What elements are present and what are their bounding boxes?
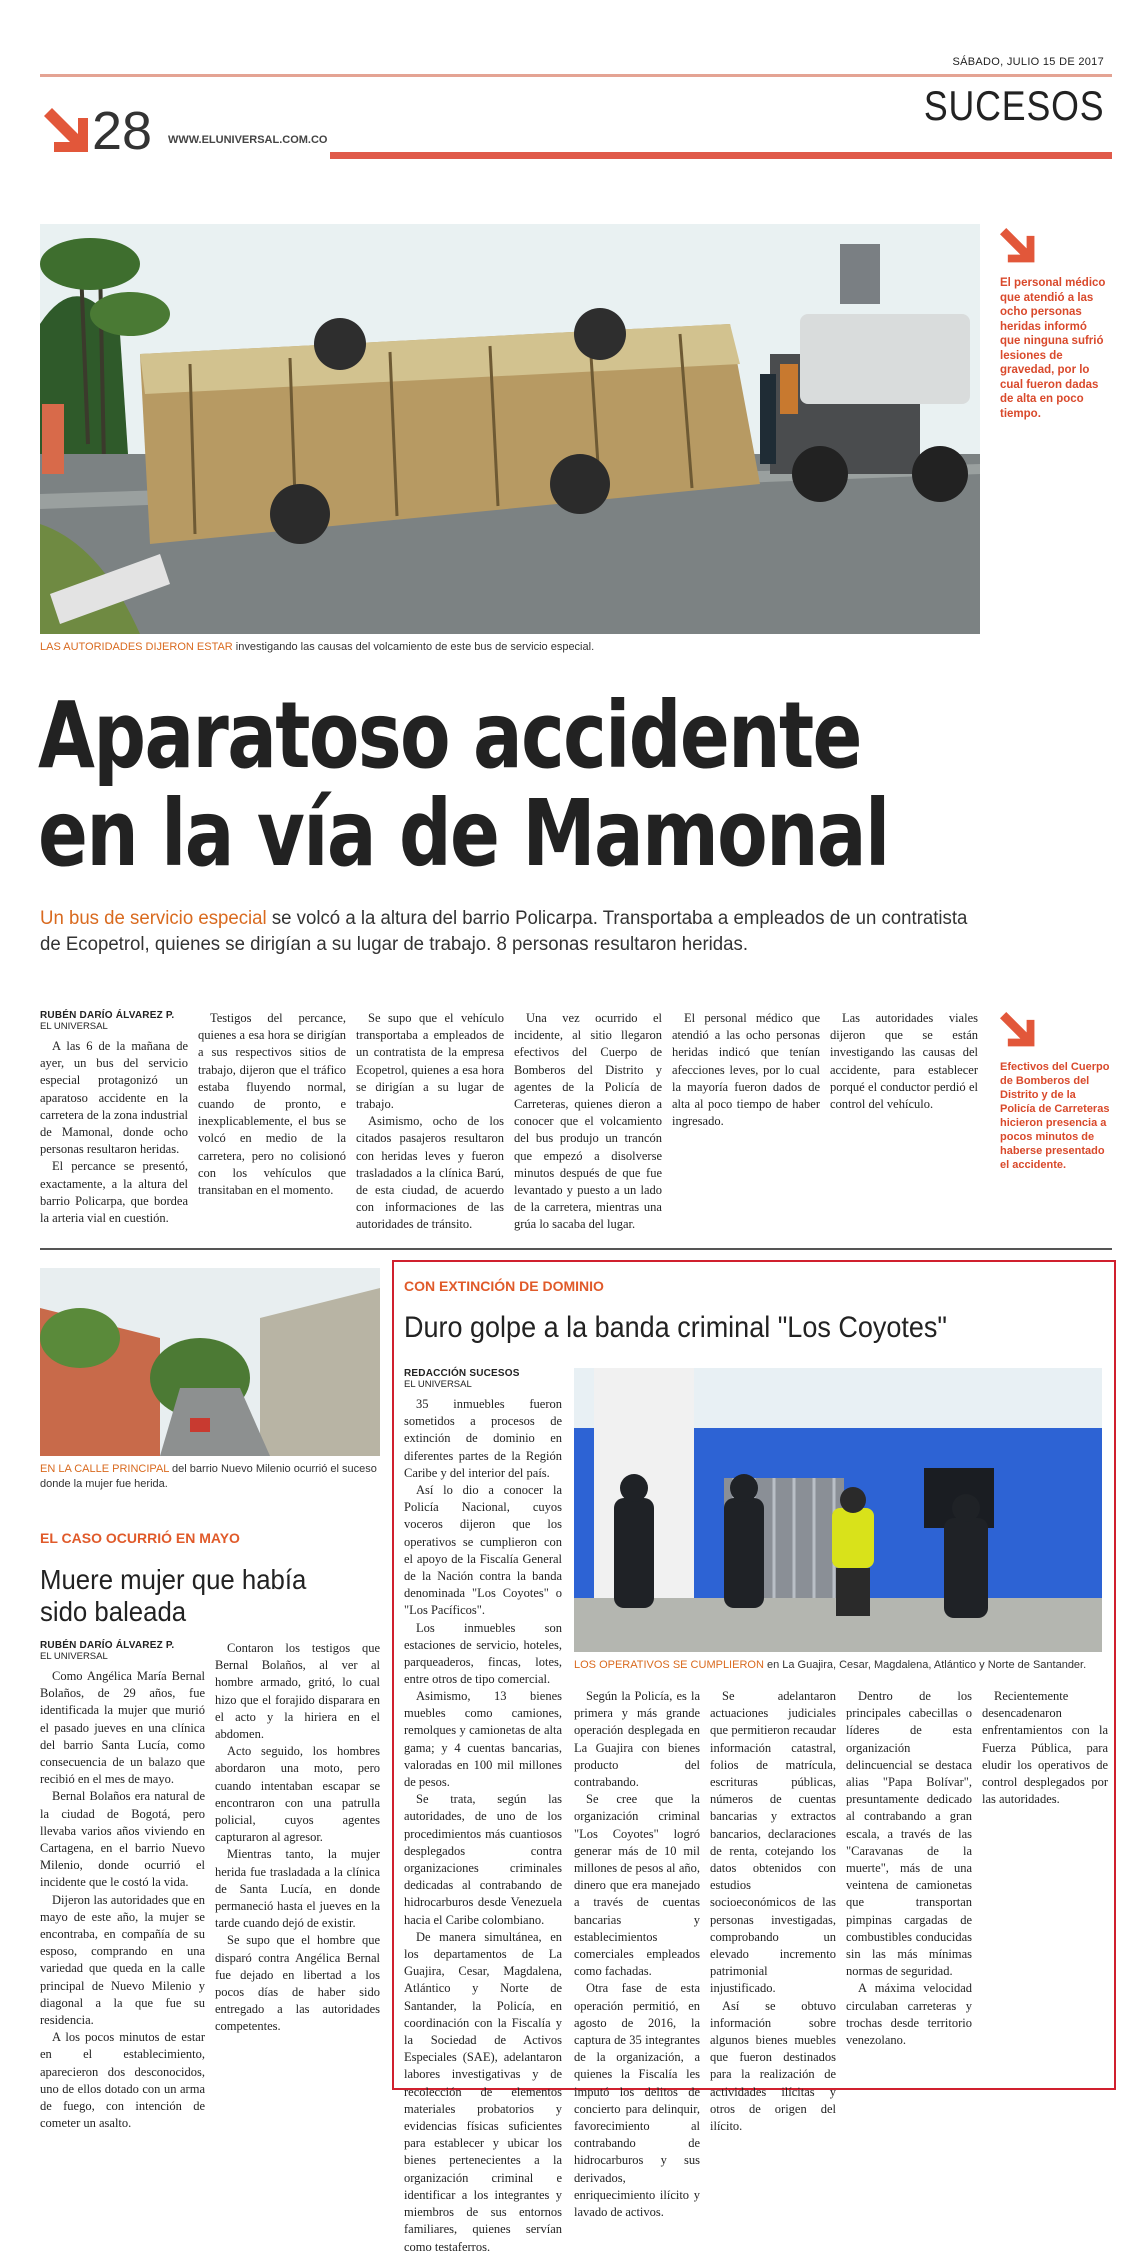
byline-org: EL UNIVERSAL [404, 1379, 472, 1390]
paragraph: De manera simultánea, en los departamentos de La Guajira, Cesar, Magdalena, Atlántico y Norte de Santander, la Policía, en coordinación con la Fiscalía y la Sociedad de Activos Especiales (SAE), adelantaron labores investigativas y de recolección de elementos materiales probatorios y evidencias físicas suficientes para establecer y ubicar los bienes pertenecientes a la organización criminal e identificar a los integrantes y miembros de sus entornos familiares, quienes servían como testaferros. [404, 1929, 562, 2254]
paragraph: Testigos del percance, quienes a esa hora se dirigían a sus respectivos sitios de trabajo, dijeron que el tráfico estaba fluyendo normal, cuando de pronto, e inexplicablemente, el bus se volcó en medio de la carretera, pero no colisionó con los vehículos que transitaban en el momento. [198, 1011, 346, 1198]
paragraph: Dentro de los principales cabecillas o líderes de esta organización delincuencial se destaca alias "Papa Bolívar", presuntamente dedicado al contrabando a gran escala, a través de las "Caravanas de la muerte", más de una veintena de camionetas que transportan pimpinas cargadas de combustibles conducidas sin las más mínimas normas de seguridad. [846, 1689, 972, 1979]
paragraph: Se supo que el vehículo transportaba a empleados de un contratista de la empresa Ecopetrol, quienes a esa hora se dirigían a su lugar de trabajo. [356, 1011, 504, 1112]
caption-highlight: LOS OPERATIVOS SE CUMPLIERON [574, 1659, 764, 1671]
story3-col-1 [404, 1688, 562, 2256]
paragraph: Según la Policía, es la primera y más grande operación desplegada en La Guajira con bienes producto del contrabando. [574, 1689, 700, 1790]
paragraph: Se cree que la organización criminal "Los Coyotes" logró generar más de 10 mil millones de pesos al año, dinero que era manejado a través de cuentas bancarias y establecimientos comerciales empleados como fachadas. [574, 1792, 700, 1979]
story3-headline: Duro golpe a la banda criminal "Los Coyotes" [404, 1311, 947, 1344]
story2-col-2 [215, 1640, 380, 2036]
paragraph: Los inmuebles son estaciones de servicio, hoteles, parqueaderos, fincas, lotes, entre otros de tipo comercial. [404, 1620, 562, 1687]
paragraph: El percance se presentó, exactamente, a la altura del barrio Policarpa, que bordea la arteria vial en cuestión. [40, 1159, 188, 1226]
paragraph: Otra fase de esta operación permitió, en agosto de 2016, la captura de 35 integrantes de la organización, a quienes la Fiscalía les imputó los delitos de concierto para delinquir, favorecimiento al contrabando de hidrocarburos y sus derivados, enriquecimiento ilícito y lavado de activos. [574, 1981, 700, 2220]
lead-highlight: Un bus de servicio especial [40, 908, 267, 929]
paragraph: A máxima velocidad circulaban carreteras y trochas desde territorio venezolano. [846, 1981, 972, 2048]
byline-org: EL UNIVERSAL [40, 1021, 108, 1032]
header-top-rule [40, 74, 1112, 77]
section-divider [40, 1248, 1112, 1250]
caption-highlight: EN LA CALLE PRINCIPAL [40, 1463, 169, 1475]
story2-kicker: EL CASO OCURRIÓ EN MAYO [40, 1530, 240, 1546]
story3-col-3 [710, 1688, 836, 2135]
story3-col-4 [846, 1688, 972, 2049]
police-photo-caption [574, 1658, 1102, 1673]
page-number: 28 [92, 101, 153, 161]
paragraph: A los pocos minutos de estar en el establecimiento, aparecieron dos desconocidos, uno de ellos dotado con un arma de fuego, con intención de cometer un asalto. [40, 2030, 205, 2131]
main-headline-line2: en la vía de Mamonal [38, 780, 889, 887]
paragraph: A las 6 de la mañana de ayer, un bus del servicio especial protagonizó un aparatoso accidente en la carretera de la zona industrial de Mamonal, donde ocho personas resultaron heridas. [40, 1039, 188, 1157]
main-col-4 [514, 1010, 662, 1234]
paragraph: Se adelantaron actuaciones judiciales que permitieron recaudar información catastral, folios de matrícula, escrituras públicas, números de cuentas bancarias y extractos bancarios, declaraciones de renta, cotejando los datos obtenidos con estudios socioeconómicos de las personas investigadas, comprobando un elevado incremento patrimonial injustificado. [710, 1689, 836, 1996]
paragraph: Dijeron las autoridades que en mayo de este año, la mujer se encontraba, en compañía de su esposo, comprando en una variedad que queda en la calle principal de Nuevo Milenio y diagonal a la que fue su residencia. [40, 1892, 205, 2028]
arrow-icon [44, 108, 90, 154]
story3-col-5 [982, 1688, 1108, 1808]
main-lead [40, 906, 971, 958]
story3-kicker: CON EXTINCIÓN DE DOMINIO [404, 1278, 604, 1294]
paragraph: Las autoridades viales dijeron que se están investigando las causas del accidente, para establecer porqué el conductor perdió el control del vehículo. [830, 1011, 978, 1112]
paragraph: Una vez ocurrido el incidente, al sitio llegaron efectivos del Cuerpo de Bomberos del Distrito y agentes de la Policía de Carreteras, quienes dieron a conocer que el volcamiento del bus produjo un trancón que empezó a disolverse minutos después de que fue levantado y puesto a un lado de la carretera, mientras una grúa lo sacaba del lugar. [514, 1011, 662, 1232]
main-col-6 [830, 1010, 978, 1113]
paragraph: Así lo dio a conocer la Policía Nacional, cuyos voceros dijeron que los operativos se cumplieron con el apoyo de la Fiscalía General de la Nación contra la banda denominada "Los Coyotes" o "Los Pacíficos". [404, 1483, 562, 1618]
caption-text: en La Guajira, Cesar, Magdalena, Atlántico y Norte de Santander. [763, 1659, 1087, 1671]
main-col-5 [672, 1010, 820, 1130]
paragraph: Asimismo, ocho de los citados pasajeros resultaron con heridas leves y fueron trasladados a la clínica Barú, de esta ciudad, de acuerdo con informaciones de las autoridades de tránsito. [356, 1114, 504, 1232]
street-photo-caption [40, 1462, 380, 1492]
police-photo [574, 1368, 1102, 1652]
main-col-1 [40, 1010, 188, 1227]
main-headline-line1: Aparatoso accidente [38, 682, 861, 789]
byline: REDACCIÓN SUCESOS [404, 1368, 520, 1379]
caption-text: del barrio Nuevo Milenio ocurrió el suceso donde la mujer fue herida. [40, 1463, 377, 1490]
side-note-medical: El personal médico que atendió a las ocho personas heridas informó que ninguna sufrió lesiones de gravedad, por lo cual fueron dadas de alta en poco tiempo. [1000, 277, 1106, 420]
side-note-firefighters: Efectivos del Cuerpo de Bomberos del Distrito y de la Policía de Carreteras hicieron presencia a pocos minutos de haberse presentado el accidente. [1000, 1061, 1110, 1171]
paragraph: Se supo que el hombre que disparó contra Angélica Bernal fue dejado en libertad a los pocos días de haber sido entregado a las autoridades competentes. [215, 1933, 380, 2034]
story2-headline: Muere mujer que había sido baleada [40, 1564, 307, 1627]
header-date: SÁBADO, JULIO 15 DE 2017 [952, 56, 1104, 68]
paragraph: 35 inmuebles fueron sometidos a procesos de extinción de dominio en diferentes partes de la Región Caribe y del interior del país. [404, 1397, 562, 1480]
bus-photo-caption [40, 640, 980, 655]
paragraph: Así se obtuvo información sobre algunos bienes muebles que fueron destinados para la realización de actividades ilícitas y otros de origen del ilícito. [710, 1998, 836, 2134]
story3-col-2 [574, 1688, 700, 2221]
byline: RUBÉN DARÍO ÁLVAREZ P. [40, 1010, 175, 1021]
section-title: SUCESOS [923, 82, 1104, 129]
paragraph: Bernal Bolaños era natural de la ciudad de Bogotá, pero llevaba varios años viviendo en Cartagena, en el barrio Nuevo Milenio, donde ocurrió el incidente que le costó la vida. [40, 1789, 205, 1890]
byline: RUBÉN DARÍO ÁLVAREZ P. [40, 1640, 175, 1651]
paragraph: Como Angélica María Bernal Bolaños, de 29 años, fue identificada la mujer que murió el pasado jueves en una clínica del barrio Santa Lucía, como consecuencia de un balazo que recibió en el mes de mayo. [40, 1669, 205, 1787]
paragraph: Acto seguido, los hombres abordaron una moto, pero cuando intentaban escapar se encontraron con una patrulla policial, cuyos agentes capturaron al agresor. [215, 1744, 380, 1845]
paragraph: El personal médico que atendió a las ocho personas heridas indicó que tenían afecciones leves, por lo cual la mayoría fueron dados de alta al poco tiempo de haber ingresado. [672, 1011, 820, 1129]
caption-highlight: LAS AUTORIDADES DIJERON ESTAR [40, 641, 233, 653]
bus-photo [40, 224, 980, 634]
paragraph: Se trata, según las autoridades, de uno de los procedimientos más cuantiosos desplegados contra organizaciones criminales dedicadas al contrabando de hidrocarburos desde Venezuela hacia el Caribe colombiano. [404, 1792, 562, 1927]
street-photo [40, 1268, 380, 1456]
story2-col-1 [40, 1640, 205, 2132]
lead-text: se volcó a la altura del barrio Policarpa. Transportaba a empleados de un contratista de Ecopetrol, quienes se dirigían a su lugar de trabajo. 8 personas resultaron heridas. [40, 908, 968, 955]
main-col-3 [356, 1010, 504, 1234]
paragraph: Mientras tanto, la mujer herida fue trasladada a la clínica de Santa Lucía, en donde permaneció hasta el jueves en la tarde cuando dejó de existir. [215, 1847, 380, 1931]
paragraph: Contaron los testigos que Bernal Bolaños, al ver al hombre armado, gritó, lo cual hizo que el forajido disparara en el acto y la hiriera en el abdomen. [215, 1641, 380, 1742]
story3-col-0 [404, 1368, 562, 1688]
byline-org: EL UNIVERSAL [40, 1651, 108, 1662]
paragraph: Recientemente desencadenaron enfrentamientos con la Fuerza Pública, para eludir los operativos de control desplegados por las autoridades. [982, 1689, 1108, 1807]
arrow-icon [1000, 1012, 1036, 1048]
caption-text: investigando las causas del volcamiento de este bus de servicio especial. [232, 641, 595, 653]
header-red-rule [330, 152, 1112, 159]
arrow-icon [1000, 228, 1036, 264]
website-url: WWW.ELUNIVERSAL.COM.CO [168, 134, 328, 146]
main-col-2 [198, 1010, 346, 1199]
paragraph: Asimismo, 13 bienes muebles como camiones, remolques y camionetas de alta gama; y 4 cuentas bancarias, valoradas en 100 mil millones de pesos. [404, 1689, 562, 1790]
